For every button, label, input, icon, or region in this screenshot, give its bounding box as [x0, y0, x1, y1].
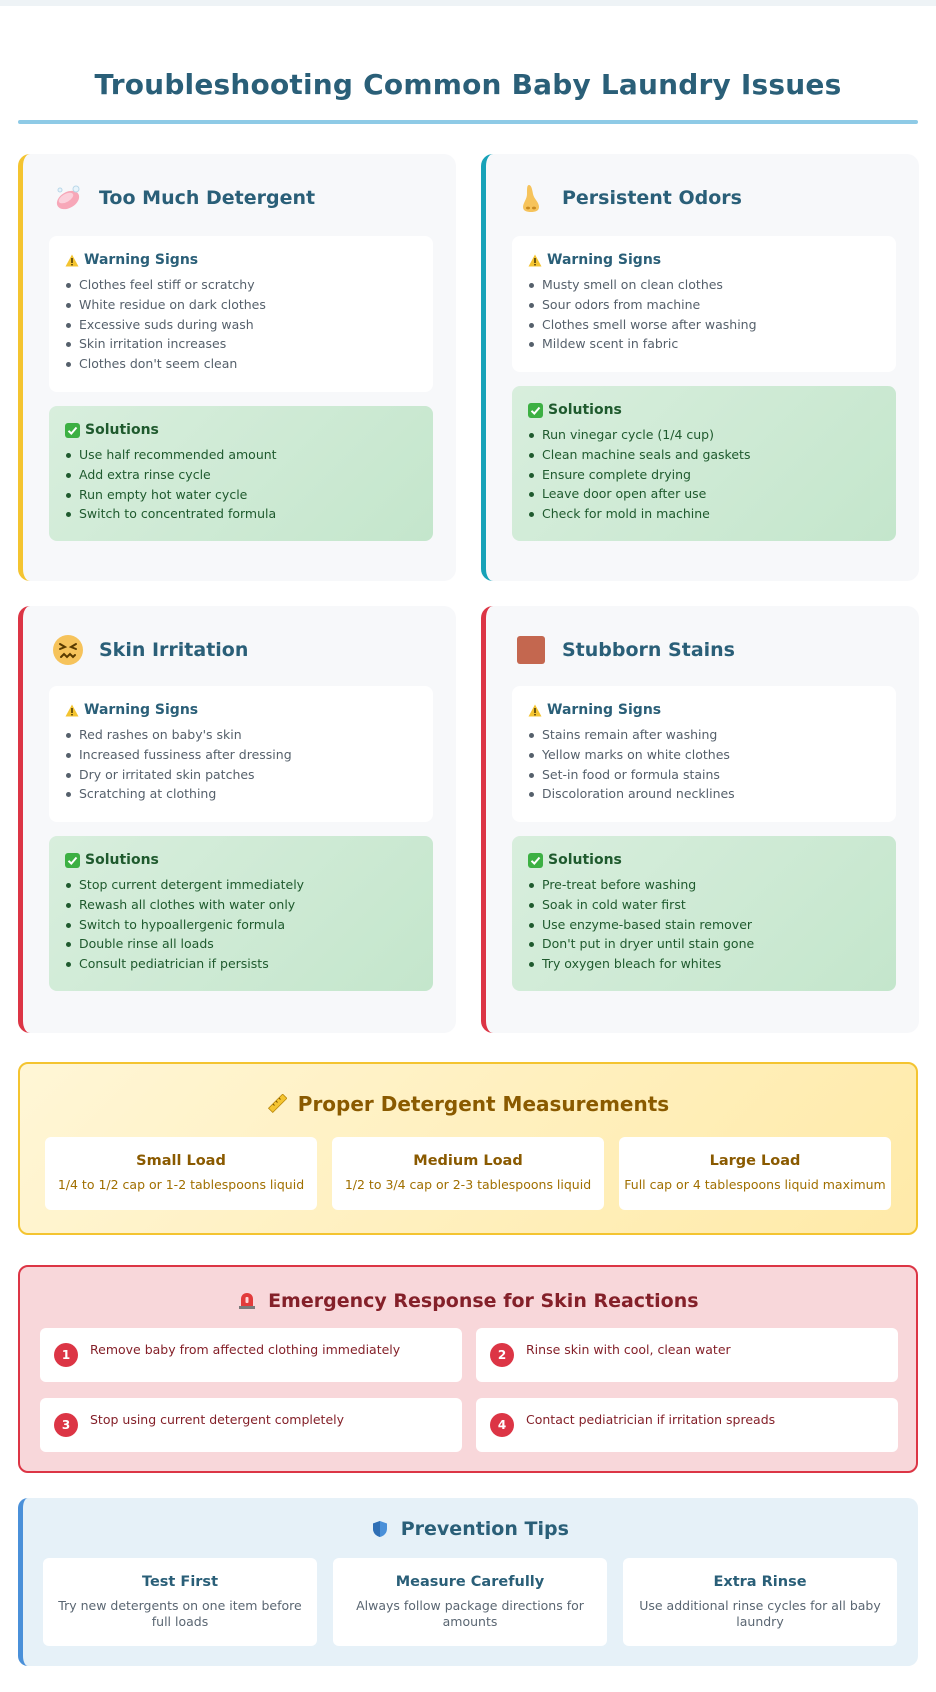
load-description: 1/2 to 3/4 cap or 2-3 tablespoons liquid [344, 1177, 592, 1192]
tip-card [623, 1558, 897, 1646]
list-item: Pre-treat before washing [528, 875, 880, 895]
check-icon [528, 403, 543, 418]
prevention-title [23, 1518, 918, 1543]
tip-description: Try new detergents on one item before full loads [58, 1598, 302, 1629]
load-card-small [45, 1137, 317, 1210]
top-bar [0, 0, 936, 6]
issue-card-persistent-odors [481, 154, 919, 581]
list-item: Yellow marks on white clothes [528, 745, 880, 765]
card-title: Too Much Detergent [99, 187, 316, 209]
list-item: Switch to hypoallergenic formula [65, 915, 417, 935]
list-item: Leave door open after use [528, 484, 880, 504]
list-item: Clothes don't seem clean [65, 354, 417, 374]
solutions-list [65, 445, 417, 524]
tip-title: Extra Rinse [713, 1574, 807, 1590]
siren-icon [237, 1290, 257, 1315]
load-title: Large Load [709, 1153, 801, 1169]
solutions-list [528, 425, 880, 524]
solutions-heading-label: Solutions [548, 402, 622, 418]
warning-icon [528, 704, 542, 717]
list-item: Check for mold in machine [528, 504, 880, 524]
step-number: 2 [490, 1343, 514, 1367]
card-header [514, 180, 742, 216]
solutions-heading [528, 402, 880, 418]
solutions-list [528, 875, 880, 974]
solutions-heading [65, 852, 417, 868]
list-item: Set-in food or formula stains [528, 765, 880, 785]
warning-heading-label: Warning Signs [547, 702, 662, 718]
warning-signs-box [512, 686, 896, 822]
page-title: Troubleshooting Common Baby Laundry Issues [94, 68, 842, 101]
list-item: Clothes smell worse after washing [528, 315, 880, 335]
list-item: Discoloration around necklines [528, 784, 880, 804]
issue-card-too-much-detergent [18, 154, 456, 581]
emergency-step [476, 1398, 898, 1452]
list-item: White residue on dark clothes [65, 295, 417, 315]
solutions-heading [65, 422, 417, 438]
solutions-heading-label: Solutions [85, 422, 159, 438]
check-icon [528, 853, 543, 868]
list-item: Run vinegar cycle (1/4 cup) [528, 425, 880, 445]
list-item: Musty smell on clean clothes [528, 275, 880, 295]
list-item: Add extra rinse cycle [65, 465, 417, 485]
card-title: Stubborn Stains [562, 639, 735, 661]
load-title: Small Load [136, 1153, 226, 1169]
load-title: Medium Load [413, 1153, 523, 1169]
tip-title: Test First [142, 1574, 218, 1590]
list-item: Stop current detergent immediately [65, 875, 417, 895]
list-item: Stains remain after washing [528, 725, 880, 745]
brown-square-icon [514, 633, 548, 667]
soap-icon [51, 181, 85, 215]
solutions-heading-label: Solutions [85, 852, 159, 868]
list-item: Red rashes on baby's skin [65, 725, 417, 745]
step-text: Rinse skin with cool, clean water [526, 1342, 731, 1357]
tip-title: Measure Carefully [395, 1574, 545, 1590]
warning-icon [528, 254, 542, 267]
load-description: 1/4 to 1/2 cap or 1-2 tablespoons liquid [57, 1177, 305, 1192]
tip-card [43, 1558, 317, 1646]
tip-card [333, 1558, 607, 1646]
emergency-step [476, 1328, 898, 1382]
emergency-step [40, 1398, 462, 1452]
list-item: Clothes feel stiff or scratchy [65, 275, 417, 295]
list-item: Sour odors from machine [528, 295, 880, 315]
list-item: Skin irritation increases [65, 334, 417, 354]
warning-signs-box [512, 236, 896, 372]
emergency-response-panel [18, 1265, 918, 1473]
list-item: Clean machine seals and gaskets [528, 445, 880, 465]
card-title: Skin Irritation [99, 639, 249, 661]
warning-list [528, 725, 880, 804]
solutions-box [512, 836, 896, 991]
warning-icon [65, 704, 79, 717]
card-header [51, 632, 248, 668]
list-item: Switch to concentrated formula [65, 504, 417, 524]
warning-list [65, 725, 417, 804]
solutions-heading [528, 852, 880, 868]
measurements-title [20, 1092, 916, 1119]
solutions-list [65, 875, 417, 974]
load-card-medium [332, 1137, 604, 1210]
title-divider [18, 120, 918, 124]
warning-heading [65, 702, 417, 718]
warning-heading-label: Warning Signs [547, 252, 662, 268]
step-number: 4 [490, 1413, 514, 1437]
card-header [514, 632, 735, 668]
warning-signs-box [49, 236, 433, 392]
warning-heading [65, 252, 417, 268]
tip-description: Always follow package directions for amounts [356, 1598, 584, 1629]
list-item: Consult pediatrician if persists [65, 954, 417, 974]
nose-icon [514, 181, 548, 215]
shield-icon [372, 1520, 388, 1543]
list-item: Ensure complete drying [528, 465, 880, 485]
detergent-measurements-panel [18, 1062, 918, 1235]
ruler-icon [267, 1094, 287, 1119]
confounded-face-icon [51, 633, 85, 667]
solutions-box [49, 836, 433, 991]
emergency-title [20, 1290, 916, 1315]
list-item: Rewash all clothes with water only [65, 895, 417, 915]
list-item: Mildew scent in fabric [528, 334, 880, 354]
issue-card-skin-irritation [18, 606, 456, 1033]
step-text: Contact pediatrician if irritation spreads [526, 1412, 776, 1427]
warning-heading-label: Warning Signs [84, 702, 199, 718]
prevention-tips-panel [18, 1498, 918, 1666]
warning-signs-box [49, 686, 433, 822]
emergency-title-label: Emergency Response for Skin Reactions [268, 1290, 699, 1312]
step-text: Stop using current detergent completely [90, 1412, 345, 1427]
warning-list [528, 275, 880, 354]
list-item: Double rinse all loads [65, 934, 417, 954]
step-number: 3 [54, 1413, 78, 1437]
emergency-step [40, 1328, 462, 1382]
issue-card-stubborn-stains [481, 606, 919, 1033]
warning-heading [528, 252, 880, 268]
list-item: Don't put in dryer until stain gone [528, 934, 880, 954]
card-header [51, 180, 315, 216]
card-title: Persistent Odors [562, 187, 742, 209]
warning-heading [528, 702, 880, 718]
load-description: Full cap or 4 tablespoons liquid maximum [624, 1177, 886, 1192]
list-item: Use enzyme-based stain remover [528, 915, 880, 935]
check-icon [65, 423, 80, 438]
list-item: Run empty hot water cycle [65, 485, 417, 505]
warning-icon [65, 254, 79, 267]
solutions-box [512, 386, 896, 541]
step-text: Remove baby from affected clothing immediately [90, 1342, 401, 1357]
list-item: Increased fussiness after dressing [65, 745, 417, 765]
list-item: Use half recommended amount [65, 445, 417, 465]
list-item: Try oxygen bleach for whites [528, 954, 880, 974]
list-item: Scratching at clothing [65, 784, 417, 804]
solutions-heading-label: Solutions [548, 852, 622, 868]
tip-description: Use additional rinse cycles for all baby laundry [639, 1598, 881, 1629]
warning-heading-label: Warning Signs [84, 252, 199, 268]
list-item: Excessive suds during wash [65, 315, 417, 335]
measurements-title-label: Proper Detergent Measurements [297, 1092, 670, 1116]
list-item: Dry or irritated skin patches [65, 765, 417, 785]
load-card-large [619, 1137, 891, 1210]
warning-list [65, 275, 417, 374]
check-icon [65, 853, 80, 868]
solutions-box [49, 406, 433, 541]
step-number: 1 [54, 1343, 78, 1367]
prevention-title-label: Prevention Tips [400, 1518, 569, 1540]
list-item: Soak in cold water first [528, 895, 880, 915]
